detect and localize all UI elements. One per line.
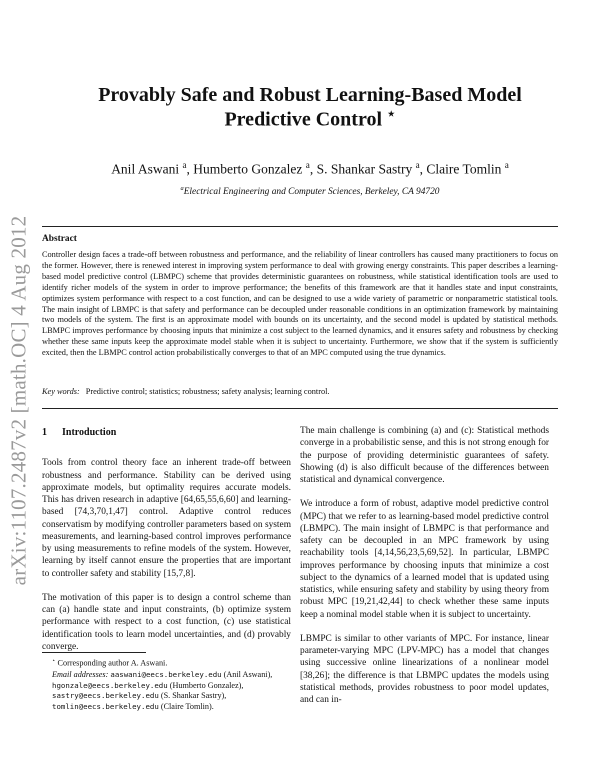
email-address[interactable]: tomlin@eecs.berkeley.edu — [52, 702, 159, 712]
author-name: Anil Aswani — [111, 161, 180, 177]
paper-title — [60, 84, 560, 131]
paragraph: LBMPC is similar to other variants of MPC. For instance, linear parameter-varying MPC (LPV-MPC) has a model that changes using successive online linearizations of a nonlinear model [38,26]; the difference is that LBMPC updates the models using statistical methods, provides robustness to poor model updates, and can in- — [300, 633, 549, 705]
footnotes — [42, 656, 291, 713]
author-name: Humberto Gonzalez — [193, 161, 303, 177]
footnote-rule — [42, 652, 146, 653]
keywords-label: Key words: — [42, 387, 80, 396]
author-list: Anil Aswani $^a$, Humberto Gonzalez $^a$, S. Shankar Sastry $^a$, Claire Tomlin $^a$ — [111, 160, 509, 177]
paragraph: We introduce a form of robust, adaptive model predictive control (MPC) that we refer to as learning-based model predictive control (LBMPC). The main insight of LBMPC is that performance and safety can be decoupled in an MPC framework by using reachability tools [4,14,56,23,5,69,52]. In particular, LBMPC improves performance by choosing inputs that minimize a cost subject to the dynamics of a learned model that is updated using statistics, while ensuring safety and stability by using theory from robust MPC [19,21,42,44] to check whether these same inputs keep a nominal model stable when it is subject to uncertainty. — [300, 499, 549, 620]
email-owner: (Humberto Gonzalez), — [169, 680, 244, 690]
abstract-bottom-rule — [42, 408, 558, 409]
author-affil-mark: a — [504, 160, 509, 170]
keywords-text: Predictive control; statistics; robustness; safety analysis; learning control. — [85, 387, 330, 396]
footnote-mark: ⋆ — [52, 658, 56, 664]
email-label: Email addresses: — [52, 669, 109, 679]
abstract-heading: Abstract — [42, 234, 77, 244]
paper-title-text: Provably Safe and Robust Learning-Based Model Predictive Control — [98, 84, 522, 132]
section-heading — [42, 427, 291, 439]
arxiv-id: arXiv:1107.2487v2 [math.OC] 4 Aug 2012 — [6, 215, 31, 585]
email-owner: (S. Shankar Sastry), — [160, 691, 227, 701]
author-name: Claire Tomlin — [426, 161, 502, 177]
author-affil-mark: a — [305, 160, 310, 170]
email-address[interactable]: sastry@eecs.berkeley.edu — [52, 691, 159, 701]
affiliation-mark: a — [180, 185, 184, 192]
abstract-body: Controller design faces a trade-off between robustness and performance, and the reliability of linear controllers has caused many practitioners to focus on the former. However, there is renewed interest in improving system performance to deal with growing energy constraints. This paper describes a learning-based model predictive control (LBMPC) scheme that provides deterministic guarantees on robustness, while statistical identification tools are used to identify richer models of the system in order to improve performance; the benefits of this framework are that it handles state and input constraints, optimizes system performance with respect to a cost function, and can be designed to use a wide variety of parametric or nonparametric statistical tools. The main insight of LBMPC is that safety and performance can be decoupled under reasonable conditions in an optimization framework by maintaining two models of the system. The first is an approximate model with bounds on its uncertainty, and the second model is updated by statistical methods. LBMPC improves performance by choosing inputs that minimize a cost subject to the learned dynamics, and it ensures safety and robustness by checking whether these same inputs keep the approximate model stable when it is subject to uncertainty. Furthermore, we show that if the system is sufficiently excited, then the LBMPC control action probabilistically converges to that of an MPC computed using the true dynamics. — [42, 250, 558, 358]
author-name: S. Shankar Sastry — [316, 161, 413, 177]
title-footnote-mark: ⋆ — [387, 106, 396, 122]
affiliation-text: Electrical Engineering and Computer Sciences, Berkeley, CA 94720 — [183, 187, 440, 198]
paragraph: The motivation of this paper is to design a control scheme than can (a) handle state and input constraints, (b) optimize system performance with respect to a cost function, (c) use statistical identification tools to learn model uncertainties, and (d) provably converge. — [42, 592, 291, 652]
paragraph: The main challenge is combining (a) and (c): Statistical methods converge in a probabilistic sense, and this is not strong enough for the purpose of providing deterministic guarantees of safety. Showing (d) is also difficult because of the differences between statistical and dynamical convergence. — [300, 426, 549, 485]
author-affil-mark: a — [415, 160, 420, 170]
keywords — [42, 387, 558, 396]
email-address[interactable]: hgonzale@eecs.berkeley.edu — [52, 680, 168, 690]
section-number: 1 — [42, 427, 47, 438]
author-affil-mark: a — [182, 160, 187, 170]
left-column — [42, 427, 291, 665]
section-title: Introduction — [62, 427, 117, 438]
email-owner: (Claire Tomlin). — [160, 702, 214, 712]
email-owner: (Anil Aswani), — [223, 669, 273, 679]
paragraph: Tools from control theory face an inherent trade-off between robustness and performance. Stability can be derived using approximate models, but optimality requires accurate models. This has driven research in adaptive [64,65,55,6,60] and learning-based [74,3,70,1,47] control. Adaptive control reduces conservatism by modifying controller parameters based on system measurements, and learning-based control improves performance by using measurements to refine models of the system. However, learning by itself cannot ensure the properties that are important to controller safety and stability [15,7,8]. — [42, 458, 291, 579]
email-address[interactable]: aaswani@eecs.berkeley.edu — [110, 669, 222, 679]
abstract-top-rule — [42, 226, 558, 227]
arxiv-identifier-stamp — [4, 190, 34, 610]
right-column — [300, 425, 549, 718]
affiliation — [40, 185, 580, 197]
corresponding-author-note: Corresponding author A. Aswani. — [57, 658, 168, 668]
